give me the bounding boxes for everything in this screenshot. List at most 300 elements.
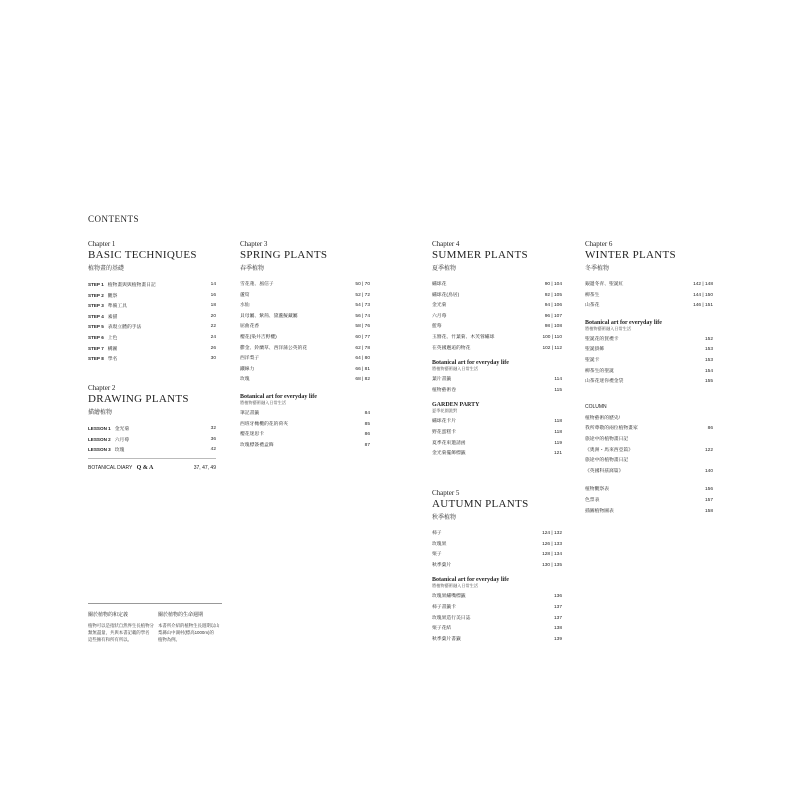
toc-entry-page: 102 | 112	[542, 345, 562, 351]
toc-entry-page: 126 | 133	[542, 541, 562, 547]
toc-entry-text: 野花蛋糕卡	[432, 429, 456, 435]
toc-entry-text: 夏季花束邀請函	[432, 440, 466, 446]
toc-entry-label	[240, 301, 250, 312]
toc-entry	[432, 550, 562, 561]
toc-entry-label	[585, 496, 599, 507]
toc-entry	[88, 280, 216, 291]
section-head: Botanical art for everyday life	[432, 577, 509, 584]
chapter-title: AUTUMN PLANTS	[432, 498, 529, 510]
toc-entry-text: 學名	[107, 357, 118, 363]
chapter-2	[88, 384, 216, 456]
toc-entry-text: 銀邊冬青、聖誕紅	[585, 282, 624, 287]
toc-entry-label	[585, 377, 623, 388]
toc-entry-label	[432, 592, 466, 603]
toc-entry	[585, 496, 713, 507]
toc-entry-text: 櫻花(染井吉野櫻)	[240, 334, 277, 340]
toc-entry-page: 154	[704, 368, 713, 374]
toc-entry	[432, 449, 562, 460]
toc-entry-label	[432, 417, 456, 428]
toc-entry-label	[585, 467, 623, 478]
toc-entry	[240, 333, 370, 344]
toc-entry-label	[88, 445, 124, 457]
toc-entry-label	[88, 354, 117, 366]
toc-entry-label	[585, 424, 638, 435]
toc-entry-label	[585, 301, 599, 312]
toc-entry-page: 153	[704, 347, 713, 353]
toc-entry-page: 86	[364, 432, 370, 438]
chapter-subtitle: 描繪植物	[88, 410, 113, 416]
chapter-title: BASIC TECHNIQUES	[88, 249, 197, 261]
toc-entry-page: 32	[210, 426, 216, 431]
toc-entry-page: 100 | 110	[542, 334, 562, 340]
toc-entry	[585, 367, 713, 378]
footer-divider	[88, 603, 222, 604]
toc-entry-text: 金光菊	[114, 427, 130, 432]
toc-entry-page: 118	[554, 429, 562, 435]
section-head: Botanical art for everyday life	[432, 360, 509, 367]
toc-entry-page: 56 | 74	[355, 313, 370, 319]
toc-entry-text: 金光菊擺飾標籤	[432, 451, 466, 457]
toc-entry-label	[240, 441, 274, 452]
toc-entry-page: 87	[364, 442, 370, 448]
toc-entry-page: 115	[554, 387, 562, 393]
toc-entry-label	[432, 439, 466, 450]
toc-entry-text: 聖誕掛飾	[585, 347, 605, 353]
section-head: Botanical art for everyday life	[585, 319, 662, 326]
toc-entry	[88, 312, 216, 323]
toc-entry-label	[585, 456, 628, 467]
toc-entry-label	[432, 614, 470, 625]
toc-entry-page: 130 | 135	[542, 562, 562, 568]
toc-entry	[88, 354, 216, 365]
toc-entry	[240, 420, 370, 431]
garden-head: GARDEN PARTY	[432, 402, 480, 409]
toc-entry-page: 142 | 148	[693, 282, 713, 287]
toc-entry-text: 柿子書籤卡	[432, 604, 456, 610]
toc-entry-label	[240, 420, 288, 431]
toc-entry	[585, 335, 713, 346]
toc-entry-label	[240, 430, 264, 441]
toc-entry-label	[432, 333, 494, 344]
toc-entry-text: 色票表	[585, 497, 600, 503]
footer-note-left	[88, 612, 154, 643]
chapter-label: Chapter 2	[88, 384, 116, 392]
chapter-subtitle: 春季植物	[240, 266, 265, 272]
toc-entry-page: 52 | 72	[355, 292, 370, 298]
toc-entry-page: 20	[210, 313, 216, 319]
toc-entry-text: 《奧洲・馬來西亞篇》	[585, 447, 633, 453]
toc-entry-text: 植物藝術的歷史/	[585, 415, 620, 421]
toc-entry-step: STEP 5	[88, 324, 104, 330]
toc-entry-text: 觀察	[107, 293, 118, 299]
section-sub: 將植物藝術融入日常生活	[432, 583, 479, 589]
chapter-label: Chapter 3	[240, 240, 268, 248]
toc-list	[88, 280, 216, 365]
toc-entry-label	[432, 449, 466, 460]
toc-list	[432, 592, 562, 645]
toc-entry-text: 栗子	[432, 552, 442, 558]
chapter-subtitle: 植物畫的基礎	[88, 266, 125, 272]
toc-entry-label	[585, 414, 620, 425]
toc-entry-text: 玫瑰標簽禮盒飾	[240, 442, 274, 448]
toc-list	[585, 485, 713, 517]
toc-entry-page: 155	[704, 379, 713, 385]
toc-entry-label	[432, 344, 470, 355]
toc-entry-text: 植物畫與與植物畫日記	[107, 283, 156, 288]
section-sub: 將植物藝術融入日常生活	[585, 325, 632, 331]
toc-entry	[432, 529, 562, 540]
toc-entry-label	[432, 550, 442, 561]
toc-entry-text: 《英國科茲窩篇》	[585, 468, 624, 474]
botanical-diary-row	[88, 465, 216, 471]
toc-entry	[585, 356, 713, 367]
divider	[88, 458, 216, 459]
toc-entry-text: 玫瑰果造行美日誌	[432, 615, 471, 621]
toc-entry-text: 柿子	[432, 531, 442, 536]
chapter-4	[432, 240, 562, 460]
toc-entry-text: 柳茶生	[585, 292, 600, 298]
chapter-title: WINTER PLANTS	[585, 249, 676, 261]
toc-entry-text: 屈曲花香	[240, 324, 260, 330]
toc-entry-page: 18	[210, 303, 216, 309]
footer-line: 梨縣山中湖村(標高1000m)的	[158, 630, 214, 635]
chapter-title: SUMMER PLANTS	[432, 249, 528, 261]
garden-sub: 夏季花園派對	[432, 408, 458, 414]
toc-entry-page: 121	[553, 451, 562, 457]
toc-entry	[585, 345, 713, 356]
toc-entry-text: 素描	[107, 314, 118, 320]
toc-entry-label	[432, 529, 442, 540]
toc-entry-page: 84	[364, 410, 370, 416]
toc-entry-page: 58 | 76	[355, 324, 370, 330]
toc-entry-text: 我所尊敬的兩位植物畫家	[585, 426, 638, 432]
toc-entry-label	[432, 386, 456, 397]
footer-line: 植物為例。	[158, 637, 180, 642]
toc-entry-label	[240, 280, 274, 291]
toc-entry-text: 柳茶生的聖誕	[585, 368, 614, 374]
toc-entry-label	[240, 344, 307, 355]
contents-title: CONTENTS	[88, 214, 139, 224]
section-sub: 將植物藝術融入日常生活	[432, 366, 479, 372]
toc-entry-label	[432, 428, 456, 439]
toc-entry	[240, 291, 370, 302]
toc-entry-page: 92 | 105	[544, 292, 562, 298]
toc-entry-page: 140	[704, 468, 713, 474]
chapter-label: Chapter 5	[432, 489, 460, 497]
toc-entry-page: 94 | 106	[544, 303, 562, 309]
toc-entry	[585, 507, 713, 518]
toc-entry	[432, 614, 562, 625]
toc-entry	[432, 561, 562, 572]
footer-note-right	[158, 612, 228, 643]
toc-entry	[240, 430, 370, 441]
toc-entry-text: 玫瑰果繡嘴標籤	[432, 594, 466, 600]
toc-entry-page: 24	[210, 334, 216, 340]
toc-entry-step: LESSON 1	[88, 426, 111, 431]
toc-entry-page: 128 | 134	[542, 552, 562, 558]
toc-entry-text: 六月莓	[114, 437, 130, 443]
toc-list	[585, 335, 713, 388]
toc-entry-text: 秋季葉片書籤	[432, 636, 461, 642]
toc-entry-page: 50 | 70	[355, 282, 370, 287]
toc-entry-page: 90 | 104	[544, 282, 562, 287]
toc-entry-label	[432, 603, 456, 614]
toc-entry	[88, 333, 216, 344]
toc-entry-page: 152	[704, 336, 713, 342]
toc-entry-label	[432, 375, 451, 386]
toc-entry	[585, 467, 713, 478]
toc-entry-label	[240, 312, 298, 323]
toc-entry-text: 繡球花(鳥居)	[432, 292, 460, 298]
toc-entry-text: 在英國邂逅的物花	[432, 345, 471, 351]
toc-entry-label	[432, 322, 442, 333]
toc-entry-page: 122	[704, 447, 713, 453]
toc-entry-text: 聖誕花的賀禮卡	[585, 336, 619, 342]
toc-entry	[240, 365, 370, 376]
toc-entry	[432, 291, 562, 302]
toc-entry-page: 137	[553, 615, 562, 621]
toc-entry-text: 西洋梨子	[240, 356, 260, 362]
toc-entry	[240, 280, 370, 291]
toc-entry-text: 上色	[107, 335, 118, 341]
toc-entry	[240, 312, 370, 323]
toc-entry-label	[240, 365, 254, 376]
toc-entry-step: STEP 8	[88, 356, 104, 362]
toc-entry	[240, 375, 370, 386]
chapter-subtitle: 夏季植物	[432, 266, 457, 272]
toc-entry-label	[585, 446, 633, 457]
toc-entry	[432, 333, 562, 344]
toc-entry	[432, 312, 562, 323]
toc-entry-label	[585, 485, 609, 496]
toc-entry-page: 62 | 78	[355, 345, 370, 351]
chapter-subtitle: 冬季植物	[585, 266, 610, 272]
toc-entry-page: 42	[210, 447, 216, 453]
toc-entry-text: 櫻花迷思卡	[240, 432, 264, 438]
toc-entry	[585, 301, 713, 312]
toc-entry-text: 繡球花	[432, 282, 447, 287]
toc-entry-text: 插圖植物圖表	[585, 508, 614, 514]
toc-entry-text: 鬱金、鈴蘭草、西洋蒲公英的花	[240, 345, 308, 351]
toc-entry-step: STEP 2	[88, 292, 104, 298]
diary-qa: Q & A	[136, 465, 154, 471]
toc-entry-page: 96 | 107	[544, 313, 562, 319]
section-sub: 將植物藝術融入日常生活	[240, 399, 287, 405]
toc-entry-text: 繡球花卡片	[432, 419, 456, 425]
diary-pages: 37, 47, 49	[193, 465, 216, 471]
toc-entry	[432, 322, 562, 333]
toc-entry-step: STEP 3	[88, 303, 104, 309]
toc-entry-text: 筆記書籤	[240, 410, 260, 416]
toc-list	[240, 409, 370, 451]
toc-entry-page: 60 | 77	[355, 334, 370, 340]
toc-entry-step: STEP 4	[88, 313, 104, 319]
toc-entry-label	[432, 540, 446, 551]
toc-entry-page: 30	[210, 356, 216, 362]
toc-entry-label	[240, 375, 250, 386]
toc-entry-page: 139	[553, 636, 562, 642]
toc-entry	[585, 377, 713, 388]
toc-entry-text: 旅途中的植物畫日記	[585, 436, 629, 442]
toc-entry-page: 124 | 132	[542, 531, 562, 536]
toc-entry	[432, 603, 562, 614]
chapter-label: Chapter 4	[432, 240, 460, 248]
toc-entry	[88, 435, 216, 446]
toc-list	[240, 280, 370, 386]
toc-entry-page: 16	[210, 292, 216, 298]
toc-entry-page: 86	[707, 426, 713, 432]
toc-entry-page: 26	[210, 345, 216, 351]
toc-entry-page: 136	[553, 594, 562, 600]
chapter-subtitle: 秋季植物	[432, 515, 457, 521]
toc-entry	[240, 441, 370, 452]
footer-right-head: 關於植物的生命週期	[158, 612, 204, 618]
toc-list	[88, 424, 216, 456]
toc-entry-label	[432, 561, 451, 572]
toc-entry-label	[585, 435, 628, 446]
toc-entry	[432, 624, 562, 635]
chapter-5	[432, 489, 562, 645]
toc-entry	[88, 301, 216, 312]
chapter-3	[240, 240, 370, 451]
toc-entry-text: 秋季葉片	[432, 562, 452, 568]
toc-entry-text: 貝母屬、紫荊、黛蘆擬藏屬	[240, 313, 298, 319]
toc-entry-text: 山茶花	[585, 303, 600, 309]
toc-entry-text: 葉片書籤	[432, 377, 452, 383]
toc-list	[432, 529, 562, 571]
toc-entry-step: LESSON 2	[88, 436, 111, 442]
toc-entry	[432, 375, 562, 386]
toc-entry-page: 36	[210, 436, 216, 442]
toc-entry-label	[240, 322, 259, 333]
toc-entry-label	[585, 280, 623, 291]
toc-entry	[432, 386, 562, 397]
toc-entry-page: 14	[210, 282, 216, 287]
toc-entry	[432, 417, 562, 428]
toc-entry	[240, 322, 370, 333]
chapter-label: Chapter 1	[88, 240, 116, 248]
toc-entry-label	[585, 291, 599, 302]
toc-entry-text: 準備工具	[107, 304, 127, 310]
toc-entry-text: 雪花蓮、風信子	[240, 282, 274, 287]
chapter-title: DRAWING PLANTS	[88, 393, 189, 405]
footer-line: 這些擁有和所有所以。	[88, 637, 132, 642]
toc-entry	[432, 540, 562, 551]
toc-entry-text: 蘆筍	[240, 292, 250, 298]
footer-line: 本書所介紹的植物生長週期以山	[158, 623, 220, 628]
toc-entry	[585, 291, 713, 302]
toc-entry	[88, 445, 216, 456]
toc-entry	[240, 344, 370, 355]
toc-entry-label	[432, 635, 461, 646]
toc-entry-page: 68 | 82	[355, 377, 370, 383]
toc-entry	[240, 409, 370, 420]
chapter-title: SPRING PLANTS	[240, 249, 328, 261]
toc-entry-page: 146 | 151	[693, 303, 713, 309]
toc-entry-label	[585, 335, 619, 346]
toc-entry	[585, 446, 713, 457]
toc-entry	[432, 428, 562, 439]
toc-entry	[88, 344, 216, 355]
toc-entry-label	[432, 291, 459, 302]
toc-entry-text: 玫瑰	[240, 377, 250, 383]
toc-entry-text: 表現立體的手法	[107, 325, 142, 331]
toc-entry-label	[240, 291, 250, 302]
toc-entry-label	[240, 333, 277, 344]
toc-entry	[432, 344, 562, 355]
toc-entry-page: 137	[553, 604, 562, 610]
toc-entry	[432, 280, 562, 291]
footer-left-head: 關於植物的和定義	[88, 612, 129, 618]
toc-entry-page: 64 | 80	[355, 356, 370, 362]
diary-label: BOTANICAL DIARY	[88, 465, 133, 471]
toc-entry-label	[585, 345, 604, 356]
toc-list	[585, 280, 713, 312]
toc-entry-text: 藍莓	[432, 324, 442, 330]
chapter-6	[585, 240, 713, 517]
toc-entry-label	[585, 367, 614, 378]
toc-entry	[240, 354, 370, 365]
toc-entry	[88, 291, 216, 302]
toc-entry	[432, 301, 562, 312]
toc-entry-text: 植物藝術卷	[432, 387, 456, 393]
toc-entry-text: 鐵線力	[240, 366, 255, 372]
toc-entry	[432, 635, 562, 646]
toc-entry-page: 118	[554, 419, 562, 425]
toc-entry	[585, 435, 713, 446]
footer-line: 類無盡量，共與本書記載的學名	[88, 630, 150, 635]
toc-entry-label	[432, 312, 446, 323]
toc-entry-page: 66 | 81	[355, 366, 370, 372]
toc-entry-text: 西班牙橄欖的花的荷夾	[240, 421, 288, 427]
toc-entry	[585, 414, 713, 425]
toc-entry	[585, 456, 713, 467]
toc-entry-page: 157	[704, 497, 713, 503]
toc-entry-step: LESSON 3	[88, 447, 111, 453]
toc-list	[432, 280, 562, 354]
toc-entry-page: 85	[364, 421, 370, 427]
toc-entry-step: STEP 7	[88, 345, 104, 351]
toc-entry	[585, 280, 713, 291]
toc-entry	[88, 322, 216, 333]
toc-entry-page: 119	[554, 440, 562, 446]
toc-entry-page: 144 | 150	[693, 292, 713, 298]
toc-entry	[432, 592, 562, 603]
toc-entry-text: 構圖	[107, 346, 118, 352]
toc-entry-label	[585, 507, 614, 518]
toc-list	[432, 417, 562, 459]
footer-line: 植物可以是指狀自然界生長植物分	[88, 623, 154, 628]
toc-entry-step: STEP 1	[88, 282, 104, 287]
toc-entry-page: 158	[704, 508, 713, 514]
toc-entry-text: 旅途中的植物畫日記	[585, 458, 629, 464]
toc-entry	[432, 439, 562, 450]
toc-entry-text: 玫瑰果	[432, 541, 447, 547]
toc-entry	[88, 424, 216, 435]
toc-entry-text: 植物觀察表	[585, 487, 609, 493]
toc-entry-text: 玫瑰	[114, 448, 125, 454]
toc-entry-text: 栗子花結	[432, 626, 452, 632]
toc-entry-page: 156	[704, 487, 713, 493]
toc-entry-label	[240, 354, 259, 365]
toc-entry	[585, 424, 713, 435]
toc-entry-label	[240, 409, 259, 420]
section-head: Botanical art for everyday life	[240, 393, 317, 400]
toc-entry-text: 金光菊	[432, 303, 447, 309]
toc-entry-text: 水仙	[240, 303, 250, 309]
toc-entry-text: 玉簪花、竹葉菊、木芙蓉繡球	[432, 334, 495, 340]
toc-entry-label	[432, 624, 451, 635]
